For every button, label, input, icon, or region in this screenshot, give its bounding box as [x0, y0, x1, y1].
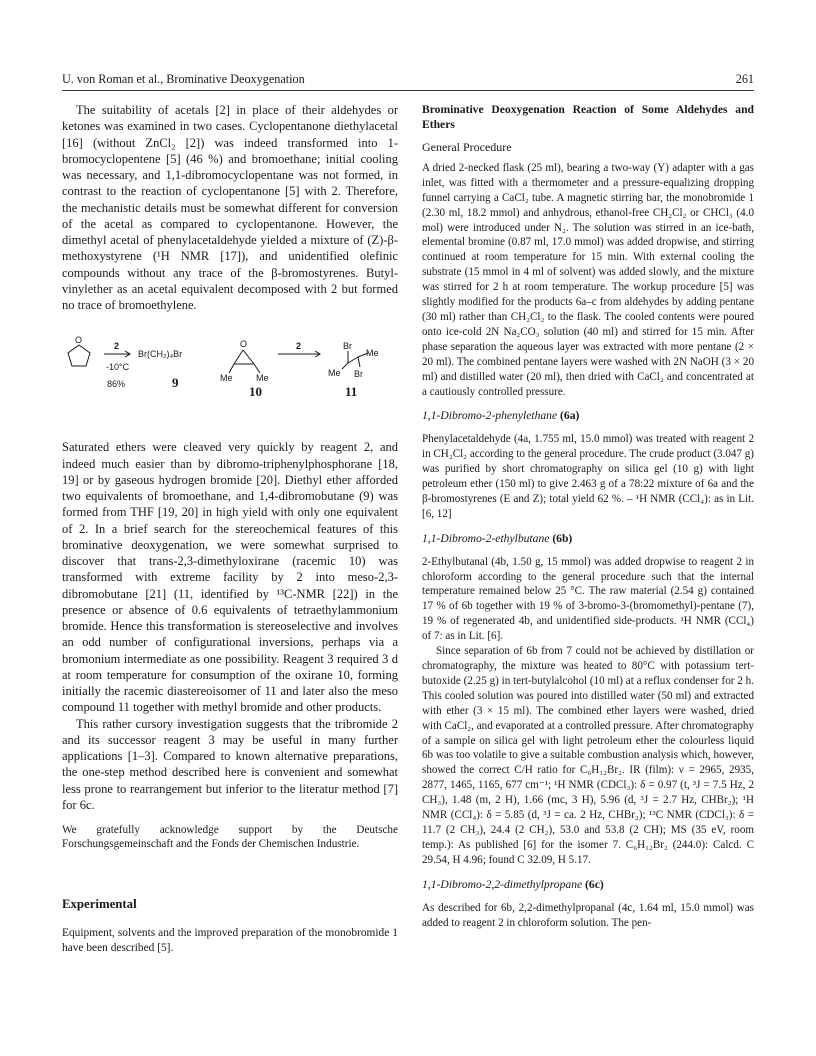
methyl-atom-d: Me: [328, 368, 341, 379]
running-title: U. von Roman et al., Brominative Deoxygenation: [62, 72, 305, 86]
compound-6b-name: 1,1-Dibromo-2-ethylbutane: [422, 531, 550, 545]
compound-label-9: 9: [172, 375, 179, 391]
acknowledgement: We gratefully acknowledge support by the Deutsche Forschungsgemeinschaft and the Fonds der Chemischen Industrie.: [62, 824, 398, 851]
experimental-text: Equipment, solvents and the improved preparation of the monobromide 1 have been described [5].: [62, 927, 398, 955]
section-title: Brominative Deoxygenation Reaction of Some Aldehydes and Ethers: [422, 103, 754, 131]
thf-ring: [68, 345, 90, 366]
compound-6c-label: (6c): [585, 877, 604, 891]
compound-6b-text-1: 2-Ethylbutanal (4b, 1.50 g, 15 mmol) was added dropwise to reagent 2 in chloroform according to the general procedure such that the internal temperature remained below 25 °C. The raw material (2.54 g) contained 17 % of 6b together with 19 % of 3-bromo-3-(bromomethyl)-pentane (7), 19 % of regenerated 4b, and unidentified side-products. ¹H NMR (CCl₄) of 7: as in Lit. [6].: [422, 555, 754, 643]
right-column: [422, 102, 754, 930]
oxirane-methyl-b: Me: [256, 373, 269, 384]
general-procedure-text: A dried 2-necked flask (25 ml), bearing a two-way (Y) adapter with a gas inlet, was fitted with a thermometer and a pressure-equalizing dropping funnel carrying a CaCl₂ tube. A magnetic stirring bar, the monobromide 1 (2.30 ml, 18.2 mmol) and anhydrous, ethanol-free CH₂Cl₂ or CHCl₃ (4.0 mol) were introduced under N₂. The solution was stirred in an ice-bath, elemental bromine (0.87 ml, 17.0 mmol) was added dropwise, and stirring continued at room temperature for 15 min. With external cooling the substrate (15 mmol in 4 ml of solvent) was added slowly, and the mixture was stirred for 2 h at room temperature. The workup procedure [5] was slightly modified for the products 6a–c from aldehydes by adding pentane (30 ml) rather than CH₂Cl₂ to the flask. The cooled contents were poured onto ice-cold 2N Na₂CO₃ solution (40 ml) and stirred for 15 min. After phase separation the aqueous layer was extracted with more pentane (2 × 20 ml). The combined pentane layers were washed with 2N NaOH (3 × 20 ml) and distilled water (20 ml), then dried with CaCl₂ and concentrated at a cautiously controlled pressure.: [422, 161, 754, 398]
scheme-drawing: [62, 323, 398, 435]
condition-yield: 86%: [107, 379, 126, 390]
compound-label-11: 11: [345, 384, 358, 400]
bromine-atom-top: Br: [343, 341, 352, 352]
left-column: [62, 102, 398, 956]
compound-6b-label: (6b): [552, 531, 573, 545]
paragraph-acetals: The suitability of acetals [2] in place of their aldehydes or ketones was examined in two cases. Cyclopentanone diethylacetal [16] (without ZnCl₂ [2]) was indeed transformed into 1-bromocyclopentene [5] (46 %) and bromoethane; initial cooling was necessary, and 1,1-dibromocyclopentane was not formed, in contrast to the reaction of cyclopentanone [5] with 2. Therefore, the mechanistic details must be somewhat different for conversion of the acetal as compared to cyclopentanone. However, the dimethyl acetal of phenylacetaldehyde yielded a mixture of (Z)-β-methoxystyrene (¹H NMR [17]), and unidentified olefinic compounds without any trace of the β-bromostyrenes. Butyl-vinylether as an acetal equivalent decomposed with 2 but formed no trace of bromoethylene.: [62, 103, 398, 312]
oxirane-methyl-a: Me: [220, 373, 233, 384]
condition-temperature: -10°C: [106, 362, 130, 373]
compound-6a-name: 1,1-Dibromo-2-phenylethane: [422, 409, 558, 423]
bromine-atom-bottom: Br: [354, 369, 363, 380]
compound-6c-text: As described for 6b, 2,2-dimethylpropanal (4c, 1.64 ml, 15.0 mmol) was added to reagent 2 in chloroform solution. The pen-: [422, 901, 754, 929]
experimental-heading: Experimental: [62, 896, 137, 911]
compound-6c-heading: [422, 878, 754, 893]
compound-6b-heading: [422, 532, 754, 547]
paragraph-ethers: Saturated ethers were cleaved very quickly by reagent 2, and indeed much easier than by dibromo-triphenylphosphorane [18, 19] or by gaseous hydrogen bromide [20]. Diethyl ether afforded two equivalents of bromoethane, and 1,4-dibromobutane (9) was formed from THF [19, 20] in high yield with only one equivalent of 2. In a brief search for the stereochemical features of this brominative deoxygenation, we were somewhat surprised to discover that trans-2,3-dimethyloxirane (racemic 10) was transformed with extreme facility by 2 into meso-2,3-dibromobutane [21] (11, identified by ¹³C-NMR [22]) in the presence or absence of 0.6 equivalents of tetraethylammonium bromide. Hence this transformation is stereoselective and involves an odd number of configurational inversions, perhaps via a bromonium intermediate as one possibility. Reagent 3 required 3 d at room temperature for consumption of the oxirane 10, forming initially the racemic diastereoisomer of 11 and later also the meso compound 11 together with methyl bromide and other products.: [62, 440, 398, 715]
oxirane-bond-2: [243, 350, 254, 364]
compound-6a-label: (6a): [560, 409, 580, 423]
oxirane-bond-1: [234, 350, 243, 364]
general-procedure-heading: General Procedure: [422, 140, 512, 154]
methyl-atom-c: Me: [366, 348, 379, 359]
paragraph-conclusion: This rather cursory investigation suggests that the tribromide 2 and its successor reagent 3 may be useful in many further applications [1–3]. Compared to known alternative preparations, the one-step method described here is convenient and somewhat less prone to rearrangement but inferior to the literatur method [7] for 6c.: [62, 716, 398, 812]
page-number: 261: [735, 72, 754, 86]
reagent-label-2: 2: [296, 341, 302, 352]
thf-oxygen-atom: O: [75, 335, 83, 346]
compound-6a-text: Phenylacetaldehyde (4a, 1.755 ml, 15.0 mmol) was treated with reagent 2 in CH₂Cl₂ according to the general procedure. The crude product (3.047 g) was purified by short chromatography on silica gel (10 g) with light petroleum ether (150 ml) to give 2.463 g of a 78:22 mixture of 6a and the β-bromostyrenes (E and Z); total yield 62 %. – ¹H NMR (CCl₄): as in Lit. [6, 12]: [422, 433, 754, 520]
compound-label-10: 10: [249, 384, 262, 400]
compound-6c-name: 1,1-Dibromo-2,2-dimethylpropane: [422, 877, 583, 891]
running-header: [62, 70, 754, 91]
product-formula-9: Br(CH₂)₄Br: [138, 349, 183, 360]
compound-6a-heading: [422, 409, 754, 424]
oxirane-oxygen-atom: O: [240, 339, 248, 350]
compound-6b-text-2: Since separation of 6b from 7 could not be achieved by distillation or chromatography, the mixture was heated to 80°C with potassium tert-butoxide (2.25 g) in tert-butylalcohol (10 ml) at a reflux condenser for 2 h. This cooled solution was poured into distilled water (50 ml) and extracted with ether (3 × 15 ml). The combined ether layers were washed, dried with CaCl₂, and evaporated at a controlled pressure. After chromatography of a sample on silica gel with light petroleum ether the colourless liquid 6b was too volatile to give a suitable combustion analysis which, however, showed the correct C/H ratio for C₆H₁₂Br₂. IR (film): ν = 2965, 2935, 2877, 1465, 1165, 677 cm⁻¹; ¹H NMR (CDCl₃): δ = 0.97 (t, ³J = 7.5 Hz, 2 CH₃), 1.48 (m, 2 H), 1.66 (mc, 3 H), 5.96 (d, ³J = 2.7 Hz, CHBr₂); ¹H NMR (CCl₄): δ = 5.85 (d, ³J = ca. 2 Hz, CHBr₂); ¹³C NMR (CDCl₃): δ = 11.7 (2 CH₃), 24.4 (2 CH₂), 53.0 and 53.8 (2 CH); MS (35 eV, room temp.): As published [6] for the isomer 7. C₆H₁₂Br₂ (244.0): Calcd. C 29.54, H 4.96; found C 32.09, H 5.17.: [422, 645, 754, 866]
reaction-scheme: [62, 323, 398, 435]
reagent-label-1: 2: [114, 341, 120, 352]
